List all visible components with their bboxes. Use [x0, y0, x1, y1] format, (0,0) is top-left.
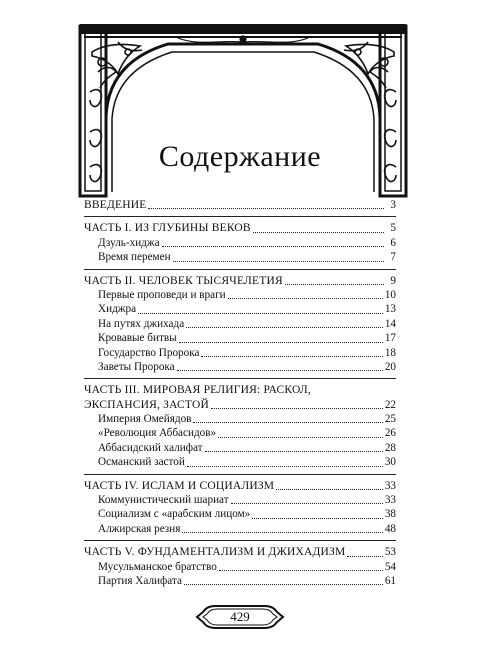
- dot-leader: [162, 246, 384, 247]
- dot-leader: [201, 356, 382, 357]
- toc-entry[interactable]: Дзуль-хиджа 6: [98, 236, 396, 249]
- toc-entry-introduction[interactable]: ВВЕДЕНИЕ 3: [84, 198, 396, 211]
- toc-entry[interactable]: «Революция Аббасидов» 26: [98, 427, 396, 440]
- toc-entry-part-2[interactable]: ЧАСТЬ II. ЧЕЛОВЕК ТЫСЯЧЕЛЕТИЯ 9: [84, 274, 396, 287]
- dot-leader: [285, 284, 384, 285]
- dot-leader: [148, 208, 384, 209]
- dot-leader: [252, 518, 383, 519]
- dot-leader: [253, 232, 384, 233]
- dot-leader: [177, 370, 383, 371]
- dot-leader: [193, 422, 382, 423]
- dot-leader: [179, 342, 383, 343]
- toc-entry[interactable]: Заветы Пророка 20: [98, 360, 396, 373]
- ornamental-arch-frame: [78, 22, 408, 202]
- dot-leader: [182, 532, 382, 533]
- section-divider: [84, 216, 396, 217]
- section-divider: [84, 378, 396, 379]
- toc-entry[interactable]: Социализм с «арабским лицом» 38: [98, 508, 396, 521]
- toc-entry[interactable]: На путях джихада 14: [98, 317, 396, 330]
- toc-entry[interactable]: Партия Халифата 61: [98, 574, 396, 587]
- toc-entry[interactable]: Османский застой 30: [98, 456, 396, 469]
- dot-leader: [276, 489, 383, 490]
- toc-entry[interactable]: Хиджра 13: [98, 303, 396, 316]
- dot-leader: [211, 408, 383, 409]
- toc-entry[interactable]: Алжирская резня 48: [98, 522, 396, 535]
- toc-entry-part-3-line-1[interactable]: ЧАСТЬ III. МИРОВАЯ РЕЛИГИЯ: РАСКОЛ,: [84, 384, 311, 397]
- page-title: Содержание: [158, 140, 322, 173]
- page-number: 429: [230, 609, 250, 624]
- dot-leader: [231, 503, 383, 504]
- section-divider: [84, 474, 396, 475]
- toc-entry-part-4[interactable]: ЧАСТЬ IV. ИСЛАМ И СОЦИАЛИЗМ 33: [84, 479, 396, 492]
- dot-leader: [173, 261, 384, 262]
- section-divider: [84, 540, 396, 541]
- toc-entry-part-5[interactable]: ЧАСТЬ V. ФУНДАМЕНТАЛИЗМ И ДЖИХАДИЗМ 53: [84, 546, 396, 559]
- section-divider: [84, 269, 396, 270]
- toc-entry[interactable]: Мусульманское братство 54: [98, 560, 396, 573]
- dot-leader: [187, 466, 383, 467]
- toc-entry[interactable]: Первые проповеди и враги 10: [98, 288, 396, 301]
- toc-entry[interactable]: Кровавые битвы 17: [98, 332, 396, 345]
- dot-leader: [184, 584, 383, 585]
- toc-entry[interactable]: Коммунистический шариат 33: [98, 494, 396, 507]
- dot-leader: [205, 451, 383, 452]
- dot-leader: [228, 298, 383, 299]
- dot-leader: [186, 327, 383, 328]
- toc-entry[interactable]: Империя Омейядов 25: [98, 413, 396, 426]
- table-of-contents: [84, 198, 396, 588]
- dot-leader: [347, 556, 382, 557]
- dot-leader: [138, 313, 383, 314]
- toc-entry[interactable]: Время перемен 7: [98, 251, 396, 264]
- toc-entry-part-3[interactable]: ЭКСПАНСИЯ, ЗАСТОЙ 22: [84, 398, 396, 411]
- dot-leader: [219, 570, 383, 571]
- toc-entry[interactable]: Государство Пророка 18: [98, 346, 396, 359]
- toc-entry-part-1[interactable]: ЧАСТЬ I. ИЗ ГЛУБИНЫ ВЕКОВ 5: [84, 222, 396, 235]
- dot-leader: [218, 437, 383, 438]
- toc-entry[interactable]: Аббасидский халифат 28: [98, 441, 396, 454]
